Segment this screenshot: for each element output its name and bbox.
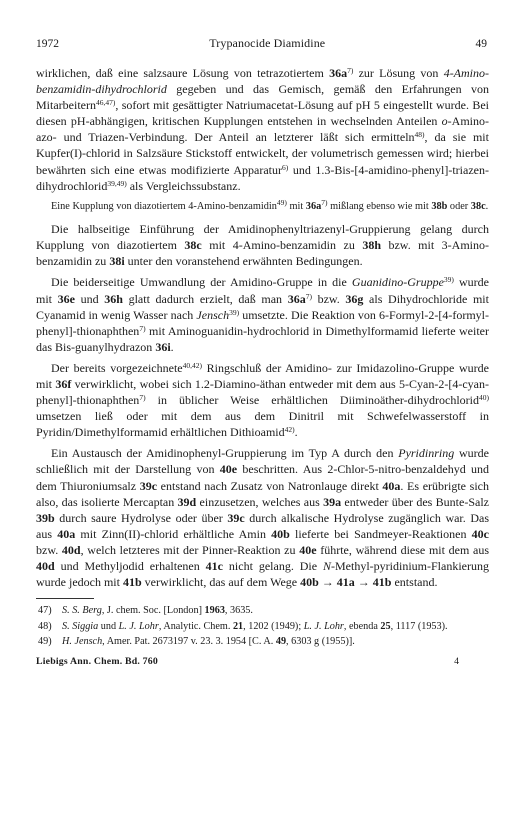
footnote-47 [36,604,489,617]
paragraph-3: Die beiderseitige Umwandlung der Amidino-Gruppe in die Guanidino-Gruppe$^{39)}$ wurde mit 36e und 36h glatt dadurch erzielt, daß man $36a^{7)}$ bzw. 36g als Dihydrochloride mit Cyanamid in wenig Wasser nach Jensch$^{39)}$ umsetzte. Die Reaktion von 6-Formyl-2-[4-formyl-phenyl]-thionaphthen$^{7)}$ mit Aminoguanidin-hydrochlorid in Dimethylformamid lieferte weiter das Bis-guanylhydrazon 36i. [36,275,490,354]
small-print-note: Eine Kupplung von diazotiertem 4-Amino-benzamidin$^{49)}$ mit $36a^{7)}$ mißlang ebenso wie mit 38b oder 38c. [51,197,489,212]
footer-journal: Liebigs Ann. Chem. Bd. 760 [36,656,158,668]
footnote-number: 47) [38,605,52,617]
footnote-number: 49) [38,635,52,647]
header-year: 1972 [36,38,59,50]
footnote-text: S. Siggia und L. J. Lohr, Analytic. Chem. 21, 1202 (1949); L. J. Lohr, ebenda 25, 1117 (1953). [62,620,448,632]
footnote-48 [36,620,489,633]
footnote-text: H. Jensch, Amer. Pat. 2673197 v. 23. 3. 1954 [C. A. 49, 6303 g (1955)]. [62,635,355,647]
footnote-number: 48) [38,620,52,632]
header-title: Trypanocide Diamidine [209,36,326,50]
footnote-text: S. S. Berg, J. chem. Soc. [London] 1963, 3635. [62,605,253,617]
paragraph-4: Der bereits vorgezeichnete$^{40,42)}$ Ringschluß der Amidino- zur Imidazolino-Gruppe wurde mit 36f verwirklicht, wobei sich 1.2-Diamino-äthan entweder mit dem aus 5-Cyan-2-[4-cyan-phenyl]-thionaphthen$^{7)}$ in üblicher Weise erhältlichen Diiminoäther-dihydrochlorid$^{40)}$ umsetzen ließ oder mit dem aus dem Dinitril mit Schwefelwasserstoff in Pyridin/Dimethylformamid erhältlichen Dithioamid$^{42)}$. [36,360,489,440]
paragraph-2: Die halbseitige Einführung der Amidinophenyltriazenyl-Gruppierung gelang durch Kupplung von diazotiertem 38c mit 4-Amino-benzamidin zu 38h bzw. mit 3-Amino-benzamidin zu 38i unter den voranstehend erwähnten Bedingungen. [36,222,489,269]
header-page-number: 49 [475,38,487,50]
paragraph-1: wirklichen, daß eine salzsaure Lösung von tetrazotiertem $36a^{7)}$ zur Lösung von 4-Amino-benzamidin-dihydrochlorid gegeben und das Gemisch, gemäß den Erfahrungen von Mitarbeitern$^{46,47)}$, sofort mit gesättigter Natriumacetat-Lösung auf pH 5 eingestellt wurde. Bei diesen pH-abhängigen, kritischen Kupplungen entstehen in wechselnden Anteilen o-Amino-azo- und Triazen-Verbindung. Der Anteil an letzterer läßt sich ermitteln$^{48)}$, da sie mit Kupfer(I)-chlorid in Salzsäure Stickstoff entwickelt, der volumetrisch gemessen wird; hierbei bewährten sich eine etwas modifizierte Apparatur$^{6)}$ und 1.3-Bis-[4-amidino-phenyl]-triazen-dihydrochlorid$^{39,49)}$ als Vergleichssubstanz. [36,66,490,193]
footer-sheet-number: 4 [454,656,459,668]
footnote-49 [36,635,489,648]
running-header [36,36,489,51]
page-footer [36,656,489,667]
footnote-divider [36,598,94,599]
paragraph-5: Ein Austausch der Amidinophenyl-Gruppierung im Typ A durch den Pyridinring wurde schließlich mit der Darstellung von 40e beschritten. Aus 2-Chlor-5-nitro-benzaldehyd und dem Thiuroniumsalz 39c entstand nach Zusatz von Natronlauge direkt 40a. Es erübrigte sich also, das isolierte Mercaptan 39d einzusetzen, welches aus 39a entweder über des Bunte-Salz 39b durch saure Hydrolyse oder über 39c durch alkalische Hydrolyse zugänglich war. Das aus 40a mit Zinn(II)-chlorid erhältliche Amin 40b lieferte bei Sandmeyer-Reaktionen 40c bzw. 40d, welch letzteres mit der Pinner-Reaktion zu 40e führte, während diese mit dem aus 40d und Methyljodid erhaltenen 41c nicht gelang. Die N-Methyl-pyridinium-Flankierung wurde jedoch mit 41b verwirklicht, das auf dem Wege 40b → 41a → 41b entstand. [36,446,490,590]
